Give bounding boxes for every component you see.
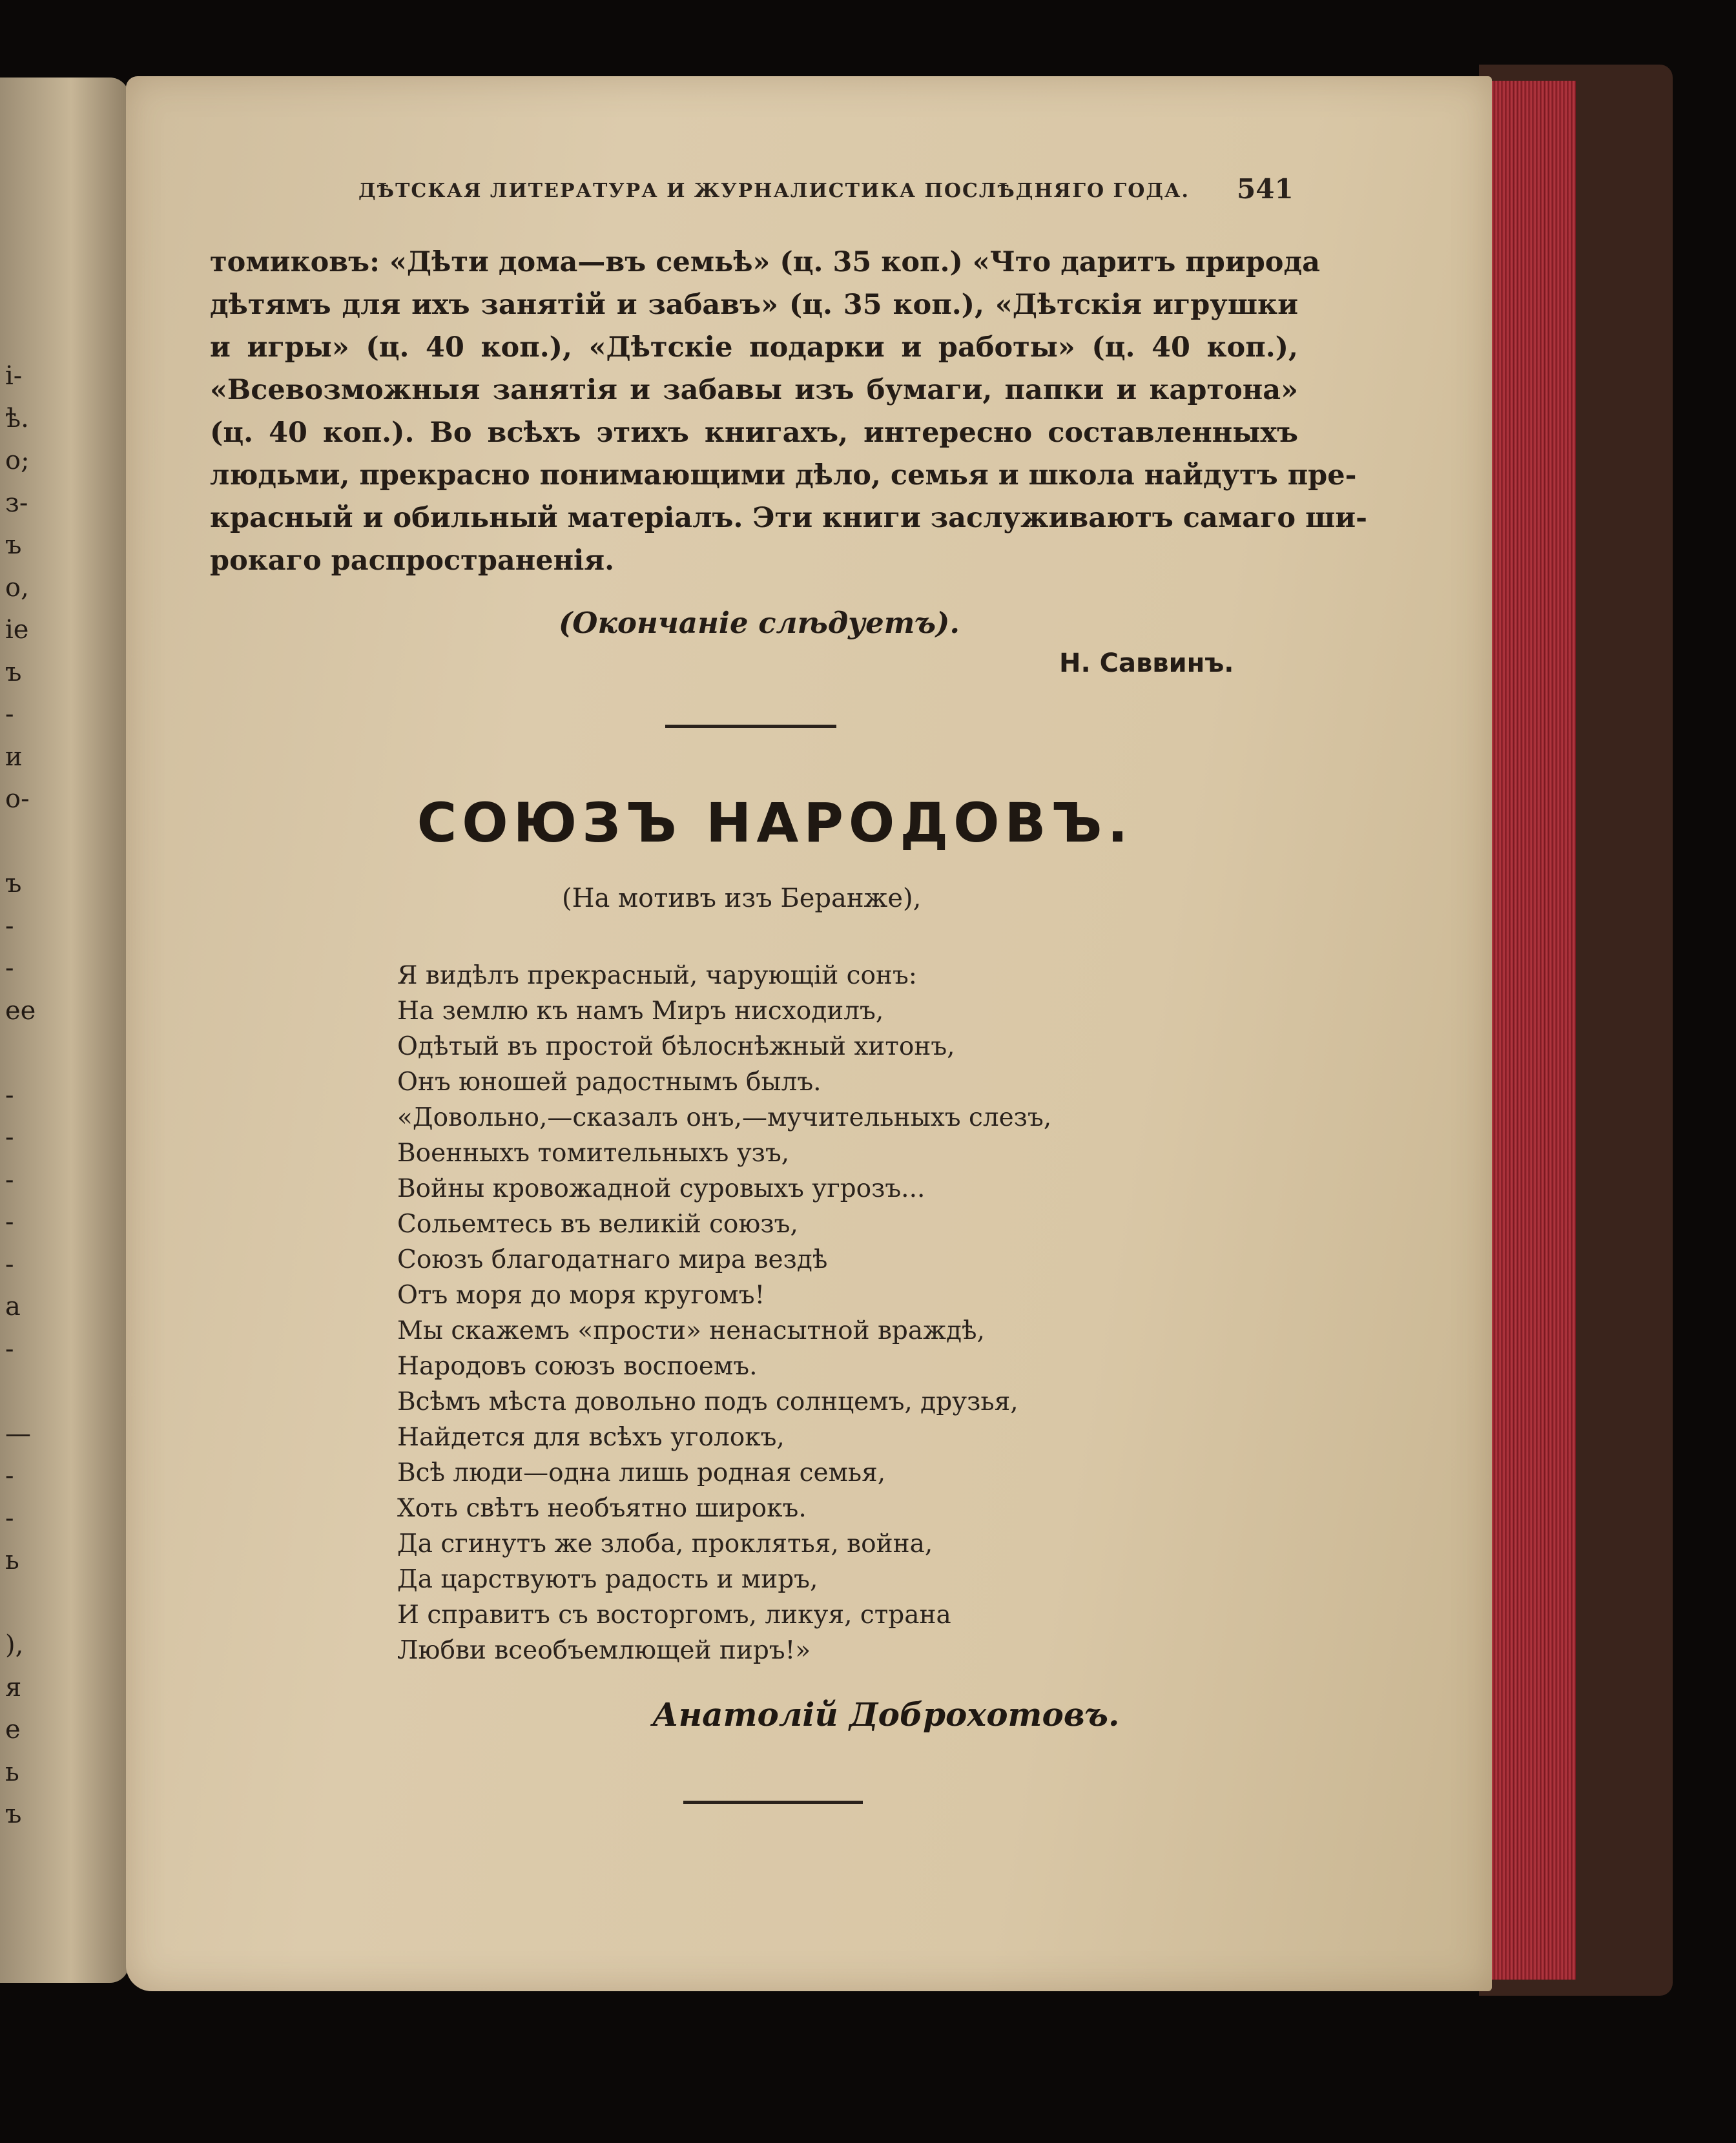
left-page-fragment: ъ [5, 1799, 22, 1829]
poem-line: Найдется для всѣхъ уголокъ, [397, 1423, 785, 1452]
poem-line: Хоть свѣтъ необъятно широкъ. [397, 1494, 807, 1523]
page-edges [1479, 81, 1576, 1980]
poem-line: Да сгинутъ же злоба, проклятья, война, [397, 1529, 933, 1558]
left-page-fragment: а [5, 1292, 21, 1321]
section-divider [665, 725, 836, 728]
poem-subtitle: (На мотивъ изъ Беранже), [562, 884, 922, 913]
left-page-edge [0, 78, 129, 1983]
left-page-fragment: і- [5, 361, 23, 391]
left-page-fragment: о, [5, 572, 29, 603]
left-page-fragment: е [5, 1715, 21, 1744]
end-divider [683, 1801, 863, 1804]
left-page-fragment: - [5, 1249, 14, 1279]
left-page-fragment: о; [5, 446, 30, 475]
left-page-fragment: ъ [5, 657, 22, 687]
poem-line: Народовъ союзъ воспоемъ. [397, 1352, 758, 1381]
left-page-fragment: ь [5, 1757, 19, 1787]
poem-line: Сольемтесь въ великій союзъ, [397, 1210, 798, 1239]
running-head: ДѢТСКАЯ ЛИТЕРАТУРА И ЖУРНАЛИСТИКА ПОСЛѢДНЯГО ГОДА. [358, 180, 1190, 202]
left-page-fragment: - [5, 1207, 14, 1237]
left-page-fragment: ее [5, 995, 36, 1026]
left-page-fragment: - [5, 1080, 14, 1110]
left-page-fragment: ѣ. [5, 403, 29, 433]
left-page-fragment: - [5, 1503, 14, 1533]
poem-line: Всѣмъ мѣста довольно подъ солнцемъ, друзья, [397, 1387, 1018, 1416]
left-page-fragment: - [5, 1461, 14, 1491]
left-page-fragment: ), [5, 1630, 24, 1660]
left-page-fragment: з- [5, 488, 28, 518]
left-page-fragment: - [5, 699, 14, 729]
left-page-fragment: - [5, 953, 14, 983]
poem-line: Онъ юношей радостнымъ былъ. [397, 1068, 822, 1097]
left-page-fragment: — [5, 1418, 31, 1449]
poem-line: «Довольно,—сказалъ онъ,—мучительныхъ слезъ, [397, 1103, 1052, 1132]
left-page-fragment: и [5, 741, 23, 772]
poem-line: Военныхъ томительныхъ узъ, [397, 1139, 790, 1168]
poem-line: Мы скажемъ «прости» ненасытной враждѣ, [397, 1316, 985, 1345]
left-page-fragment: - [5, 1334, 14, 1364]
poem-title: СОЮЗЪ НАРОДОВЪ. [417, 791, 1133, 854]
article-line: красный и обильный матеріалъ. Эти книги заслуживаютъ самаго ши- [210, 502, 1368, 534]
page-number: 541 [1237, 173, 1294, 205]
poem-body [397, 958, 1051, 1668]
poem-line: Одѣтый въ простой бѣлоснѣжный хитонъ, [397, 1032, 955, 1061]
left-page-fragment [5, 1582, 50, 1625]
left-page-fragment: я [5, 1672, 22, 1703]
poem-line: Войны кровожадной суровыхъ угрозъ... [397, 1174, 925, 1203]
poem-line: Да царствуютъ радость и миръ, [397, 1565, 818, 1594]
continued-note: (Окончаніе слѣдуетъ). [559, 606, 960, 640]
left-page-fragment: - [5, 1123, 14, 1152]
poem-line: Отъ моря до моря кругомъ! [397, 1281, 765, 1310]
poem-line: Любви всеобъемлющей пиръ!» [397, 1636, 811, 1665]
left-page-fragments [5, 355, 50, 1836]
article-line: дѣтямъ для ихъ занятій и забавъ» (ц. 35 коп.), «Дѣтскія игрушки [210, 289, 1298, 321]
left-page-fragment [5, 1371, 50, 1413]
article-line: рокаго распространенія. [210, 544, 615, 577]
poem-line: На землю къ намъ Миръ нисходилъ, [397, 997, 884, 1026]
left-page-fragment: ъ [5, 530, 22, 560]
article-author: Н. Саввинъ. [1059, 648, 1234, 678]
poem-signature: Анатолій Доброхотовъ. [652, 1695, 1120, 1734]
left-page-fragment [5, 1032, 50, 1075]
poem-line: Союзъ благодатнаго мира вездѣ [397, 1245, 828, 1274]
article-line: и игры» (ц. 40 коп.), «Дѣтскіе подарки и работы» (ц. 40 коп.), [210, 331, 1298, 364]
left-page-fragment: - [5, 1165, 14, 1195]
left-page-fragment: о- [5, 784, 30, 814]
article-text [210, 241, 1368, 582]
poem-line: И справитъ съ восторгомъ, ликуя, страна [397, 1600, 951, 1630]
left-page-fragment [5, 821, 50, 864]
left-page-fragment: ь [5, 1546, 19, 1575]
left-page-fragment: ъ [5, 869, 22, 898]
article-line: «Всевозможныя занятія и забавы изъ бумаги, папки и картона» [210, 374, 1298, 406]
article-line: (ц. 40 коп.). Во всѣхъ этихъ книгахъ, интересно составленныхъ [210, 417, 1298, 449]
poem-line: Всѣ люди—одна лишь родная семья, [397, 1458, 886, 1487]
poem-line: Я видѣлъ прекрасный, чарующій сонъ: [397, 961, 917, 990]
left-page-fragment: - [5, 911, 14, 941]
left-page-fragment: ie [5, 615, 29, 645]
article-line: людьми, прекрасно понимающими дѣло, семья и школа найдутъ пре- [210, 459, 1357, 492]
article-line: томиковъ: «Дѣти дома—въ семьѣ» (ц. 35 коп.) «Что даритъ природа [210, 246, 1320, 278]
